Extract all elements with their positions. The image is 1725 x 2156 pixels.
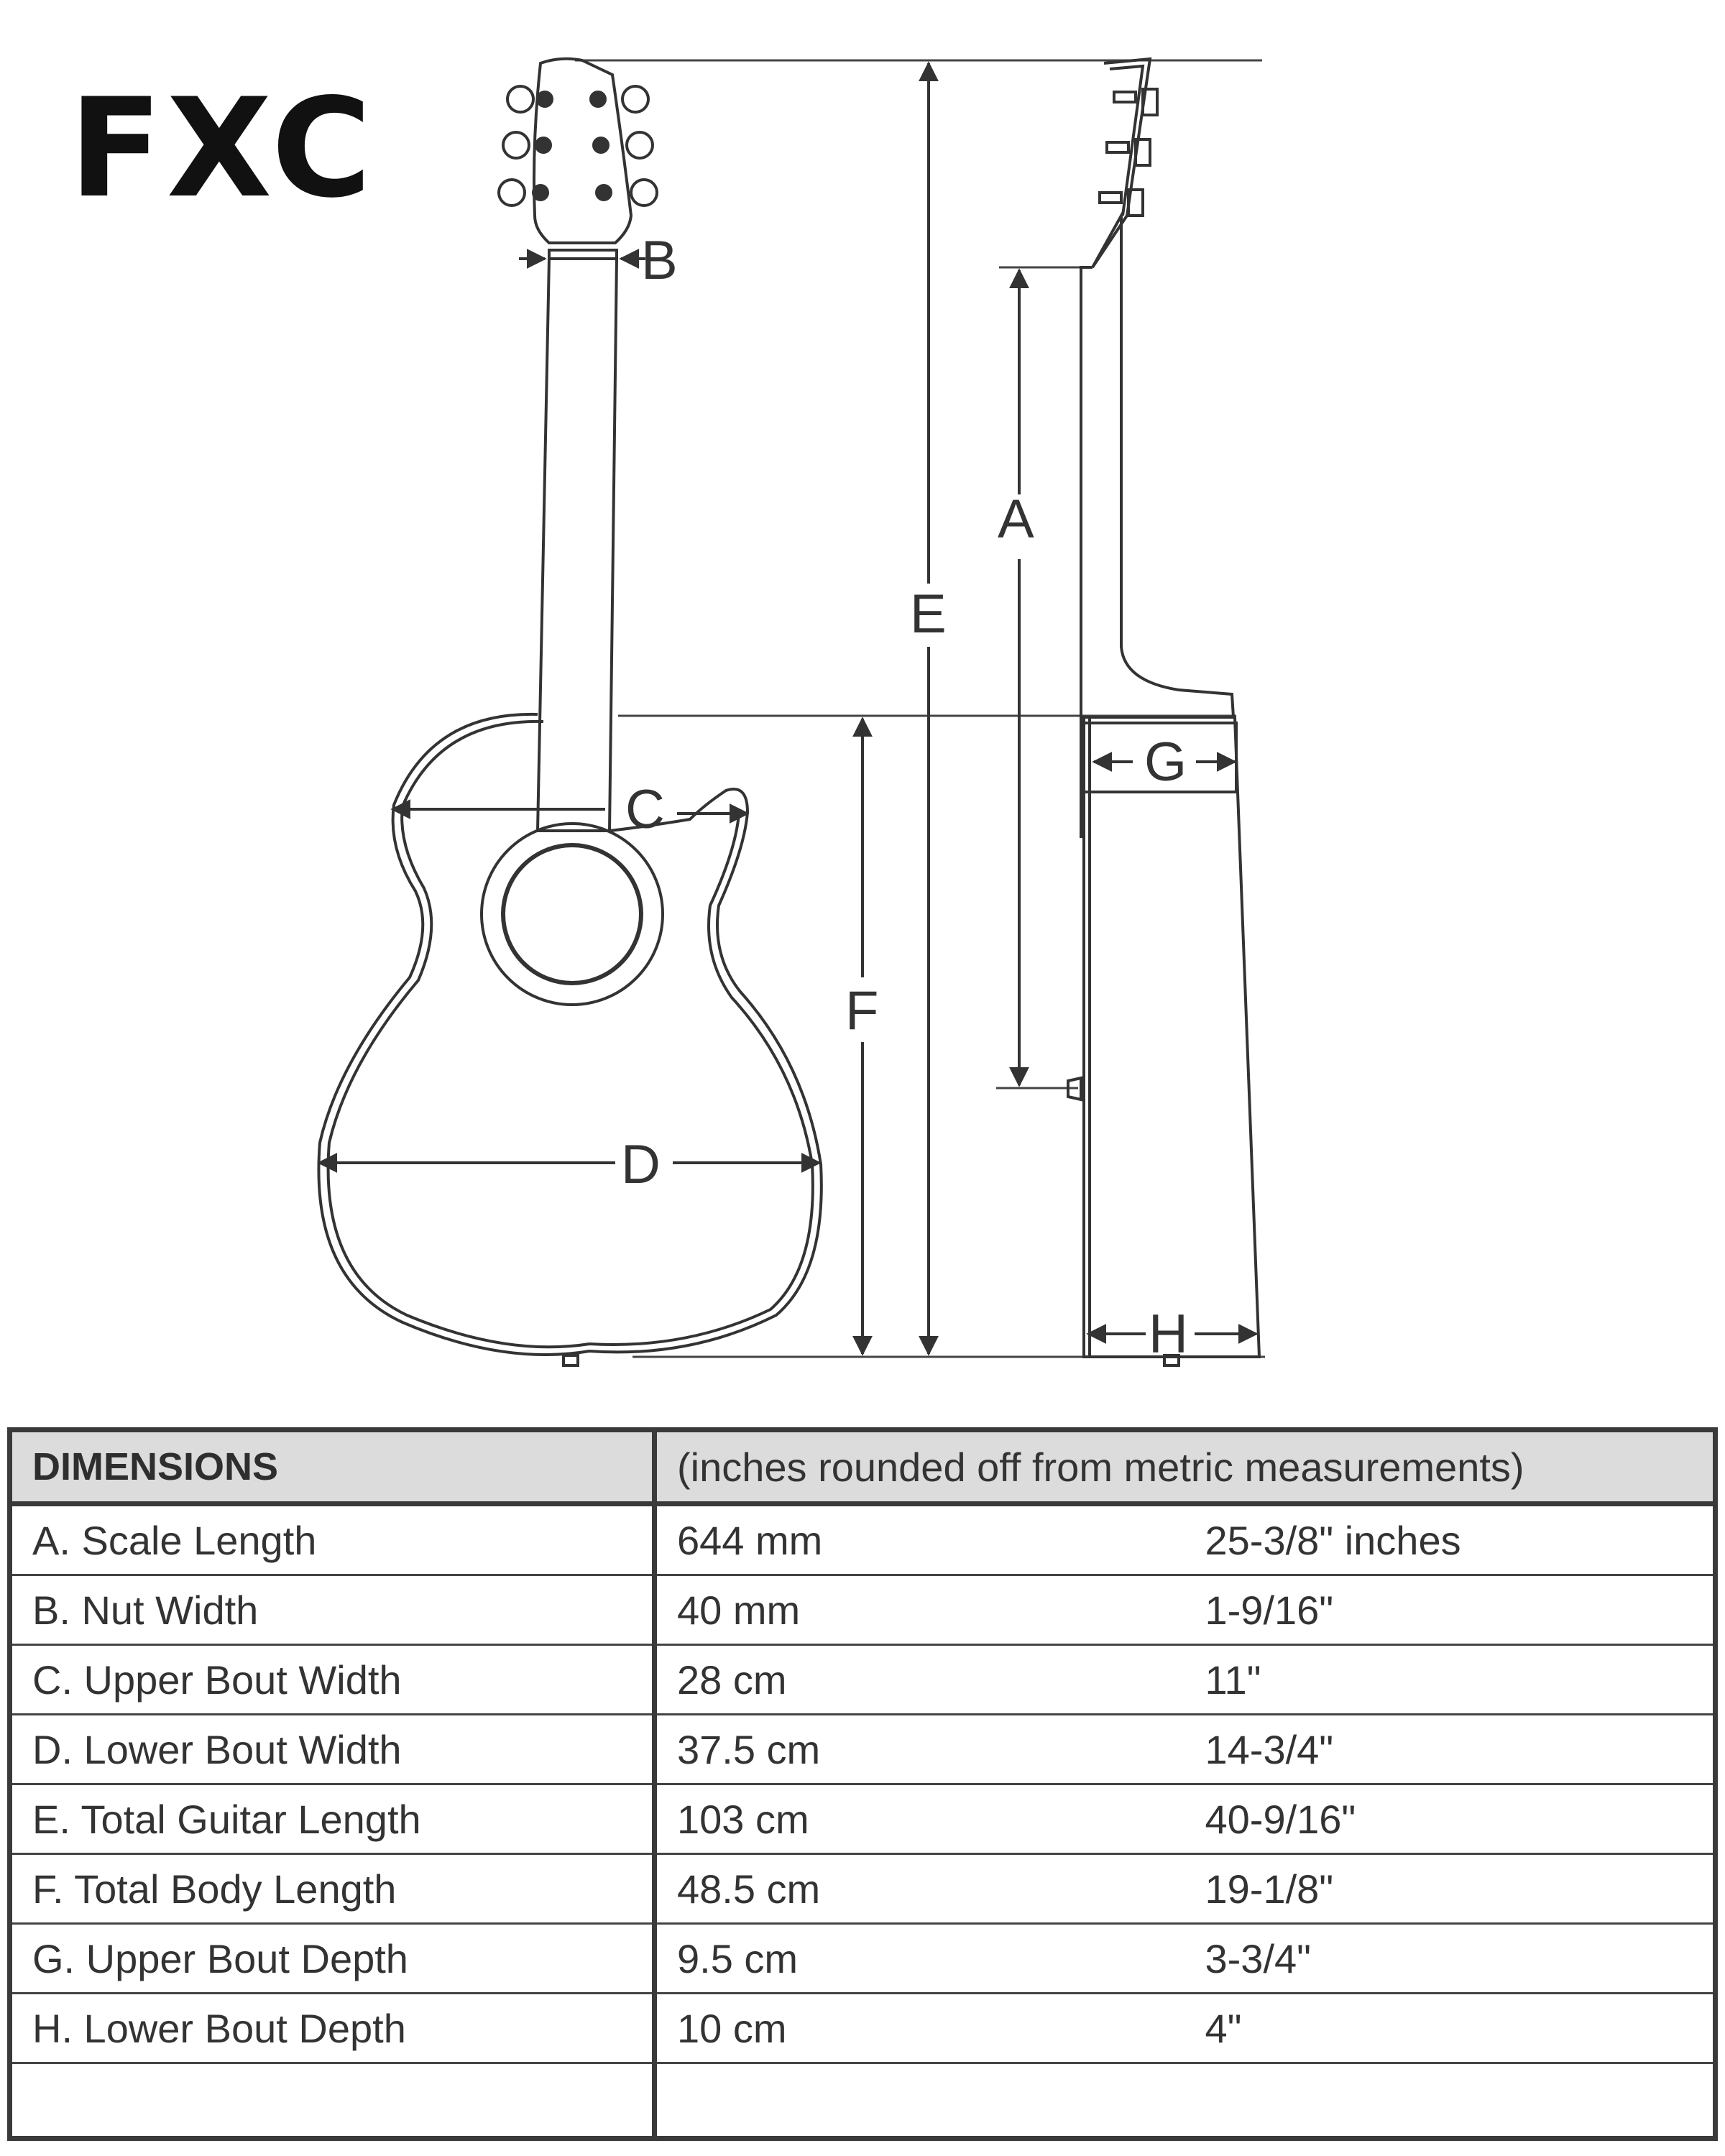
imperial-value: 19-1/8" [1185, 1854, 1716, 1924]
table-row [10, 1645, 1716, 1715]
imperial-value: 14-3/4" [1185, 1715, 1716, 1784]
dimension-name: F. Total Body Length [10, 1854, 655, 1924]
soundhole-ring [482, 824, 663, 1005]
dimension-name: H. Lower Bout Depth [10, 1994, 655, 2063]
dimension-name: B. Nut Width [10, 1575, 655, 1645]
imperial-value: 11" [1185, 1645, 1716, 1715]
dimension-name: C. Upper Bout Width [10, 1645, 655, 1715]
label-g: G [1144, 732, 1187, 793]
table-empty-row [10, 2063, 1716, 2139]
imperial-value: 4" [1185, 1994, 1716, 2063]
dimension-name: A. Scale Length [10, 1504, 655, 1575]
imperial-value: 3-3/4" [1185, 1924, 1716, 1994]
imperial-value: 40-9/16" [1185, 1784, 1716, 1854]
brand-logo: FXC [69, 69, 376, 228]
metric-value: 103 cm [655, 1784, 1185, 1854]
metric-value: 48.5 cm [655, 1854, 1185, 1924]
side-tuners [1100, 89, 1157, 216]
label-c: C [625, 779, 665, 840]
neck [538, 259, 617, 831]
table-row [10, 1854, 1716, 1924]
dimension-name: E. Total Guitar Length [10, 1784, 655, 1854]
label-f: F [845, 980, 879, 1041]
guitar-front-view [318, 59, 821, 1365]
metric-value: 40 mm [655, 1575, 1185, 1645]
metric-value: 28 cm [655, 1645, 1185, 1715]
dimension-name: D. Lower Bout Width [10, 1715, 655, 1784]
imperial-value: 25-3/8" inches [1185, 1504, 1716, 1575]
tuning-pegs [499, 86, 657, 206]
label-h: H [1149, 1304, 1188, 1365]
label-b: B [641, 230, 678, 291]
table-note: (inches rounded off from metric measurements) [655, 1430, 1716, 1504]
table-row [10, 1715, 1716, 1784]
metric-value: 9.5 cm [655, 1924, 1185, 1994]
table-title: DIMENSIONS [10, 1430, 655, 1504]
table-header-row [10, 1430, 1716, 1504]
table-row [10, 1994, 1716, 2063]
table-row [10, 1924, 1716, 1994]
label-d: D [621, 1134, 661, 1195]
dimension-name: G. Upper Bout Depth [10, 1924, 655, 1994]
label-e: E [910, 584, 947, 645]
nut [549, 250, 617, 259]
end-pin [564, 1355, 578, 1365]
dimension-labels [621, 230, 1188, 1365]
dimensions-table [7, 1427, 1718, 2141]
table-row [10, 1784, 1716, 1854]
metric-value: 10 cm [655, 1994, 1185, 2063]
table-row [10, 1575, 1716, 1645]
guitar-side-view [1068, 59, 1259, 1365]
soundhole [503, 845, 641, 983]
metric-value: 37.5 cm [655, 1715, 1185, 1784]
imperial-value: 1-9/16" [1185, 1575, 1716, 1645]
metric-value: 644 mm [655, 1504, 1185, 1575]
dimension-arrows [319, 63, 1256, 1354]
side-body [1084, 717, 1259, 1357]
table-row [10, 1504, 1716, 1575]
label-a: A [998, 489, 1034, 550]
